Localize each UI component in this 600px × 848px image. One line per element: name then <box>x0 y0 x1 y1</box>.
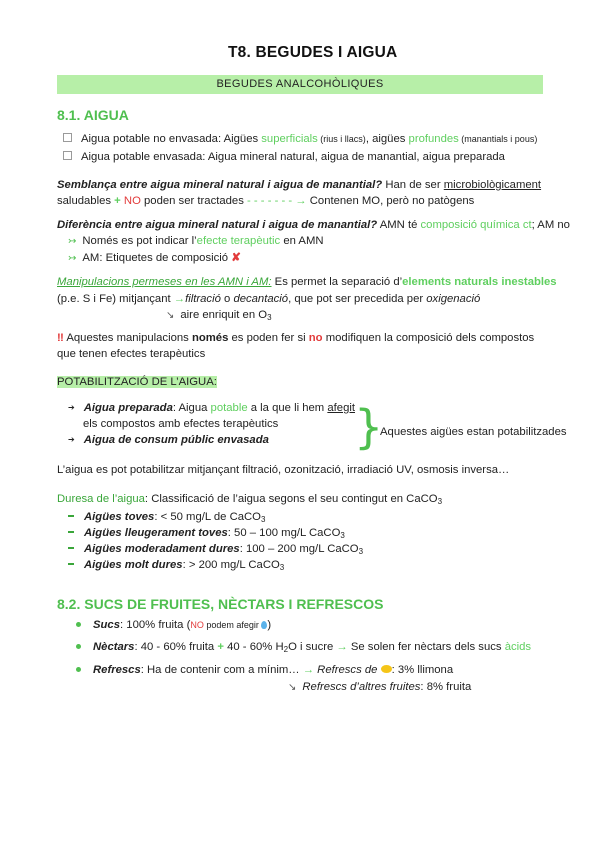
potab-note: Aquestes aigües estan potabilitzades <box>380 426 567 438</box>
semblanca-answer: saludables + NO poden ser tractades - - - - - - - → Contenen MO, però no patògens <box>57 195 475 207</box>
duresa-item-toves: Aigües toves: < 50 mg/L de CaCO$_3$ <box>68 511 265 523</box>
duresa-item-lleugerament: Aigües lleugerament toves: 50 – 100 mg/L CaCO$_3$ <box>68 527 345 539</box>
curly-brace-icon: } <box>354 400 384 454</box>
lemon-icon <box>381 665 392 673</box>
arrow-right-icon: → <box>302 664 315 676</box>
checkbox-bullet-icon <box>63 151 72 160</box>
semblanca-question: Semblança entre aigua mineral natural i aigua de manantial? Han de ser microbiològicament <box>57 179 542 191</box>
section-banner: BEGUDES ANALCOHÒLIQUES <box>57 75 543 94</box>
refrescs-item: Refrescs: Ha de contenir com a mínim… → Refrescs de : 3% llimona <box>76 664 453 676</box>
potab-item-2: ➔ Aigua de consum públic envasada <box>68 434 269 446</box>
diferencia-sub-2: ↣ AM: Etiquetes de composició ✘ <box>68 252 241 264</box>
dashed-arrow-icon: - - - - - - - → <box>247 195 307 207</box>
diferencia-sub-1: ↣ Només es pot indicar l’efecte terapèutic en AMN <box>68 235 324 247</box>
warning-line-1: ‼ Aquestes manipulacions només es poden fer si no modifiquen la composició dels compostos <box>57 332 535 344</box>
arrow-right-icon: → <box>336 641 348 653</box>
dash-bullet-icon <box>68 515 74 517</box>
potab-item-1-cont: els compostos amb efectes terapèutics <box>83 418 279 430</box>
potab-methods: L’aigua es pot potabilitzar mitjançant filtració, ozonització, irradiació UV, osmosis inversa… <box>57 464 510 476</box>
dash-bullet-icon <box>68 547 74 549</box>
arrow-down-right-icon: ↘ <box>166 310 175 321</box>
arrow-bullet-icon: ➔ <box>68 403 75 412</box>
dash-bullet-icon <box>68 563 74 565</box>
heading-8-1: 8.1. AIGUA <box>57 107 129 123</box>
arrow-right-icon: ↣ <box>68 253 77 264</box>
duresa-item-moderadament: Aigües moderadament dures: 100 – 200 mg/L CaCO$_3$ <box>68 543 363 555</box>
cross-mark-icon: ✘ <box>231 252 241 264</box>
sucs-item: Sucs: 100% fruita (NO podem afegir ) <box>76 619 271 631</box>
heading-8-2: 8.2. SUCS DE FRUITES, NÈCTARS I REFRESCOS <box>57 596 384 612</box>
arrow-right-icon: → <box>173 293 186 305</box>
dash-bullet-icon <box>68 531 74 533</box>
manipulacions-line-2: (p.e. S i Fe) mitjançant →filtració o decantació, que pot ser precedida per oxigenació <box>57 293 481 305</box>
manipulacions-line-3: ↘ aire enriquit en $O_3$ <box>166 309 272 322</box>
duresa-heading: Duresa de l’aigua: Classificació de l’aigua segons el seu contingut en CaCO$_3$ <box>57 493 443 506</box>
bullet-dot-icon <box>76 644 81 649</box>
nectars-item: Nèctars: 40 - 60% fruita + 40 - 60% $H_2O$ i sucre → Se solen fer nèctars dels sucs àcids <box>76 641 531 653</box>
arrow-down-right-icon: ↘ <box>288 682 297 693</box>
bullet-dot-icon <box>76 622 81 627</box>
arrow-right-icon: ↣ <box>68 236 77 247</box>
list-item-potable-no-envasada: Aigua potable no envasada: Aigües superficials (rius i llacs), aigües profundes (manantials i pous) <box>63 133 537 145</box>
duresa-item-molt-dures: Aigües molt dures: > 200 mg/L CaCO$_3$ <box>68 559 284 571</box>
list-item-potable-envasada: Aigua potable envasada: Aigua mineral natural, aigua de manantial, aigua preparada <box>63 151 505 163</box>
diferencia-question: Diferència entre aigua mineral natural i aigua de manantial? AMN té composició química ct; AM no <box>57 219 570 231</box>
bullet-dot-icon <box>76 667 81 672</box>
potab-item-1: ➔ Aigua preparada: Aigua potable a la que li hem afegit <box>68 402 356 414</box>
refrescs-other: ↘ Refrescs d’altres fruites: 8% fruita <box>288 681 472 693</box>
arrow-bullet-icon: ➔ <box>68 435 75 444</box>
manipulacions-line-1: Manipulacions permeses en les AMN i AM: Es permet la separació d’elements naturals inestables <box>57 276 557 288</box>
page-title: T8. BEGUDES I AIGUA <box>228 44 398 61</box>
checkbox-bullet-icon <box>63 133 72 142</box>
warning-line-2: que tenen efectes terapèutics <box>57 348 206 360</box>
double-exclamation-icon: ‼ <box>57 332 64 344</box>
potabilitzacio-heading: POTABILITZACIÓ DE L’AIGUA: <box>57 376 217 388</box>
